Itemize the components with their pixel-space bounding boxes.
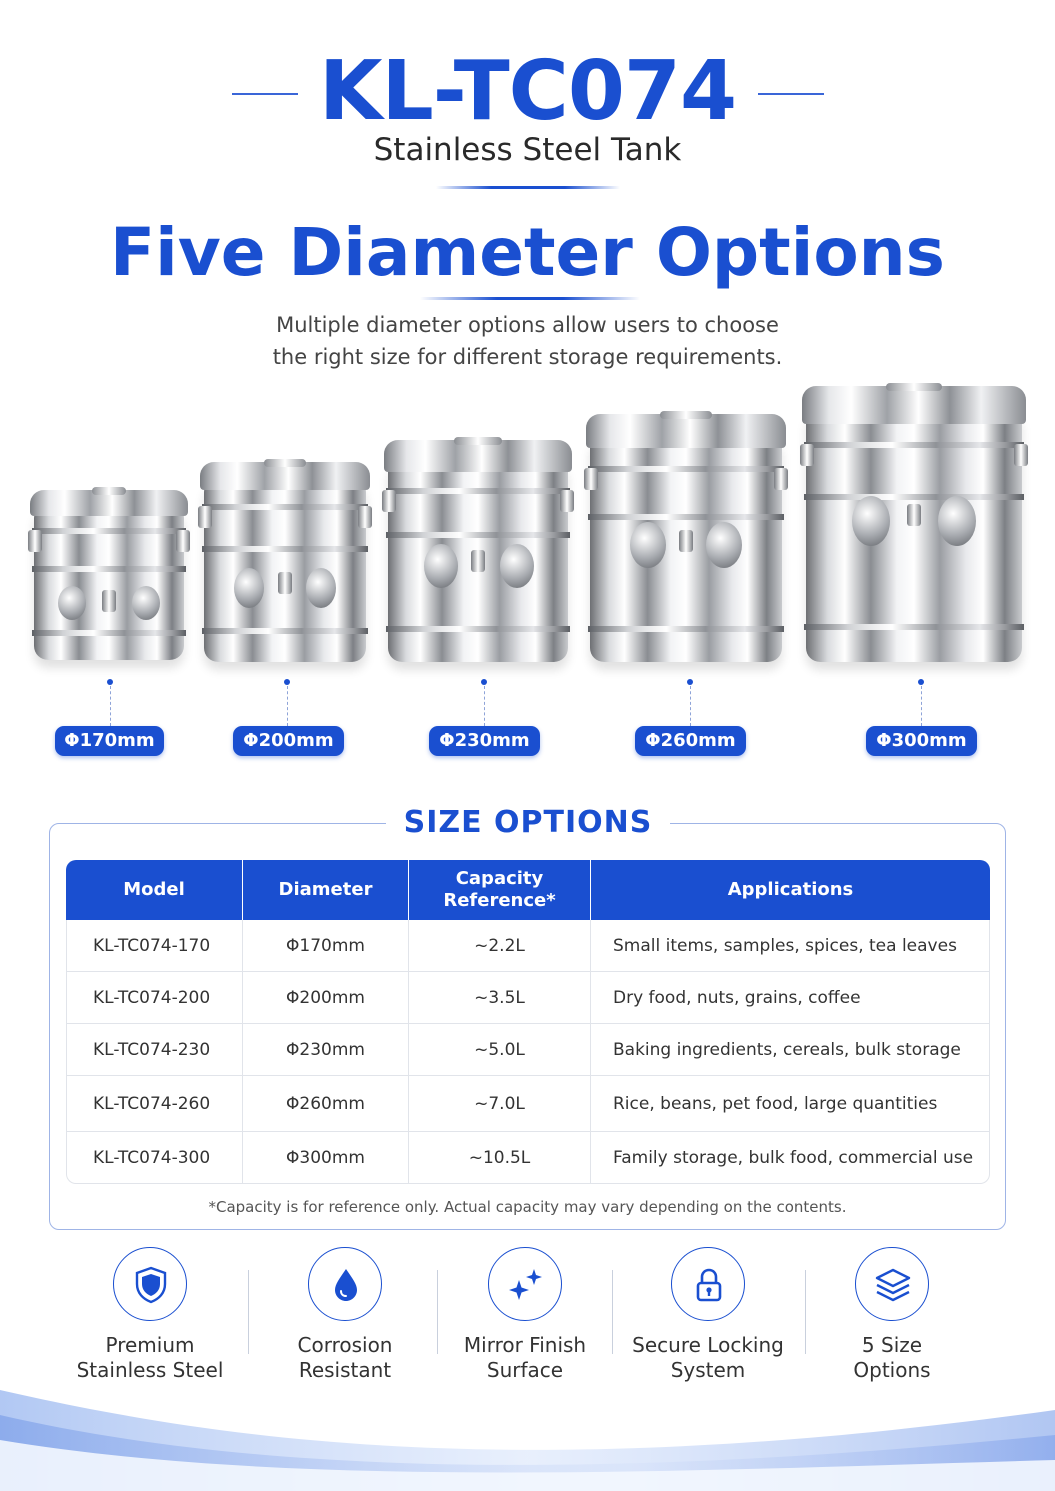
column-header-model: Model	[66, 860, 243, 920]
feature-label	[275, 1333, 415, 1383]
callout-line-230	[484, 686, 485, 726]
cell-capacity: ~2.2L	[409, 920, 591, 972]
table-row	[66, 1132, 990, 1184]
headline: Five Diameter Options	[110, 214, 945, 291]
diameter-badge-170: Φ170mm	[55, 726, 164, 756]
cell-diameter: Φ200mm	[243, 972, 409, 1024]
callout-dot-170	[107, 679, 113, 685]
callout-dot-230	[481, 679, 487, 685]
column-header-capacity	[409, 860, 591, 920]
feature-secure-locking	[627, 1247, 789, 1383]
cell-model: KL-TC074-230	[66, 1024, 243, 1076]
feature-label-line1: Secure Locking	[632, 1333, 784, 1357]
cell-applications: Family storage, bulk food, commercial use	[591, 1132, 990, 1184]
capacity-footnote: *Capacity is for reference only. Actual capacity may vary depending on the contents.	[208, 1198, 847, 1216]
feature-label-line2: Options	[853, 1358, 931, 1382]
diameter-badge-300: Φ300mm	[866, 726, 977, 756]
tank-300-image	[806, 386, 1022, 662]
feature-divider	[612, 1270, 613, 1354]
callout-line-300	[921, 686, 922, 726]
description	[0, 309, 1055, 373]
feature-divider	[248, 1270, 249, 1354]
shield-icon	[131, 1265, 171, 1305]
feature-size-options	[830, 1247, 954, 1383]
cell-applications: Baking ingredients, cereals, bulk storage	[591, 1024, 990, 1076]
feature-label-line1: 5 Size	[861, 1333, 923, 1357]
cell-applications: Small items, samples, spices, tea leaves	[591, 920, 990, 972]
description-line-2: the right size for different storage requirements.	[272, 345, 783, 369]
table-row	[66, 1024, 990, 1076]
table-header-row	[66, 860, 990, 920]
column-header-capacity-line2: Reference*	[443, 890, 556, 911]
callout-line-170	[110, 686, 111, 726]
tank-170-image	[34, 490, 184, 660]
feature-mirror-finish	[455, 1247, 595, 1383]
feature-icon-circle	[671, 1247, 745, 1321]
model-title: KL-TC074	[318, 44, 737, 139]
column-header-diameter: Diameter	[243, 860, 409, 920]
subtitle-divider	[436, 186, 620, 189]
cell-diameter: Φ300mm	[243, 1132, 409, 1184]
callout-dot-260	[687, 679, 693, 685]
diameter-badge-200: Φ200mm	[233, 726, 344, 756]
diameter-badge-260: Φ260mm	[635, 726, 746, 756]
lock-icon	[689, 1265, 729, 1305]
cell-capacity: ~3.5L	[409, 972, 591, 1024]
size-options-title: SIZE OPTIONS	[386, 803, 670, 843]
cell-model: KL-TC074-300	[66, 1132, 243, 1184]
cell-model: KL-TC074-260	[66, 1076, 243, 1132]
cell-diameter: Φ230mm	[243, 1024, 409, 1076]
table-row	[66, 972, 990, 1024]
headline-divider	[420, 297, 640, 300]
callout-dot-200	[284, 679, 290, 685]
feature-label	[627, 1333, 789, 1383]
cell-diameter: Φ170mm	[243, 920, 409, 972]
cell-capacity: ~5.0L	[409, 1024, 591, 1076]
feature-label-line2: Surface	[486, 1358, 564, 1382]
decorative-wave	[0, 1380, 1055, 1491]
tank-260-image	[590, 414, 782, 662]
cell-applications: Dry food, nuts, grains, coffee	[591, 972, 990, 1024]
feature-label-line1: Mirror Finish	[463, 1333, 587, 1357]
table-row	[66, 1076, 990, 1132]
feature-label-line2: Resistant	[298, 1358, 392, 1382]
feature-label-line1: Premium	[105, 1333, 195, 1357]
feature-label	[455, 1333, 595, 1383]
sparkle-icon	[506, 1265, 546, 1305]
description-line-1: Multiple diameter options allow users to choose	[276, 313, 779, 337]
cell-capacity: ~7.0L	[409, 1076, 591, 1132]
table-row	[66, 920, 990, 972]
tank-200-image	[204, 462, 366, 662]
cell-applications: Rice, beans, pet food, large quantities	[591, 1076, 990, 1132]
water-drop-icon	[326, 1265, 366, 1305]
feature-label-line2: Stainless Steel	[76, 1358, 224, 1382]
cell-model: KL-TC074-170	[66, 920, 243, 972]
feature-divider	[437, 1270, 438, 1354]
product-subtitle: Stainless Steel Tank	[373, 132, 682, 168]
feature-label-line1: Corrosion	[297, 1333, 393, 1357]
cell-capacity: ~10.5L	[409, 1132, 591, 1184]
callout-line-260	[690, 686, 691, 726]
feature-corrosion-resistant	[275, 1247, 415, 1383]
feature-icon-circle	[308, 1247, 382, 1321]
feature-icon-circle	[488, 1247, 562, 1321]
callout-dot-300	[918, 679, 924, 685]
feature-icon-circle	[113, 1247, 187, 1321]
feature-divider	[805, 1270, 806, 1354]
feature-icon-circle	[855, 1247, 929, 1321]
size-options-table	[66, 860, 990, 1184]
diameter-badge-230: Φ230mm	[429, 726, 540, 756]
layers-icon	[873, 1265, 913, 1305]
cell-model: KL-TC074-200	[66, 972, 243, 1024]
feature-premium-steel	[74, 1247, 226, 1383]
callout-line-200	[287, 686, 288, 726]
feature-label-line2: System	[670, 1358, 746, 1382]
column-header-applications: Applications	[591, 860, 990, 920]
feature-label	[74, 1333, 226, 1383]
column-header-capacity-line1: Capacity	[455, 868, 544, 889]
cell-diameter: Φ260mm	[243, 1076, 409, 1132]
feature-label	[830, 1333, 954, 1383]
tank-230-image	[388, 440, 568, 662]
